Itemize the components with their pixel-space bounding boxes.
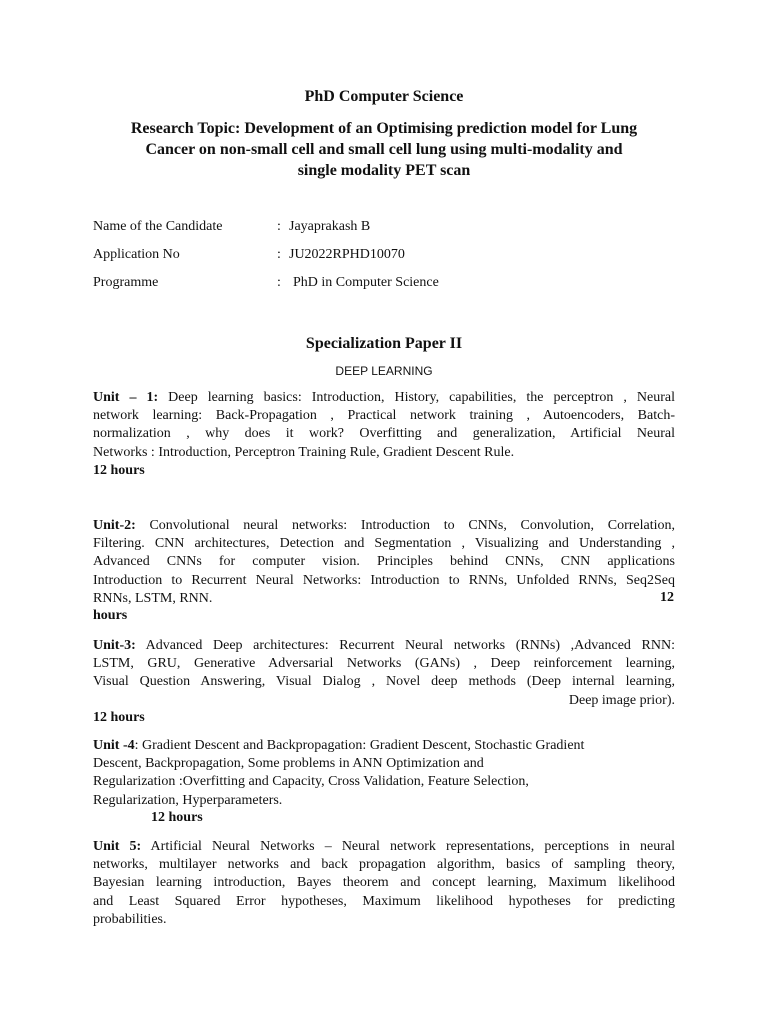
unit-text-line: Visual Question Answering, Visual Dialog , Novel deep methods (Deep internal learning,	[93, 674, 675, 690]
unit-heading: Unit-2:	[93, 518, 136, 533]
page-title: PhD Computer Science	[304, 88, 464, 105]
application-no-value: JU2022RPHD10070	[289, 247, 405, 262]
candidate-name-row	[93, 219, 370, 235]
unit-text-line: Descent, Backpropagation, Some problems in ANN Optimization and	[93, 756, 484, 772]
unit-text-line: Filtering. CNN architectures, Detection and Segmentation , Visualizing and Understanding ,	[93, 536, 675, 552]
field-colon: :	[277, 247, 281, 262]
unit-4-paragraph	[93, 737, 675, 810]
unit-text-line: Convolutional neural networks: Introduction to CNNs, Convolution, Correlation,	[135, 518, 675, 533]
unit-text-line: Deep image prior).	[568, 692, 675, 708]
field-colon: :	[277, 219, 281, 234]
unit-text-line: network learning: Back-Propagation , Practical network training , Autoencoders, Batch-	[93, 408, 675, 424]
unit-text-line: Introduction to Recurrent Neural Networks: Introduction to RNNs, Unfolded RNNs, Seq2Seq	[93, 572, 675, 588]
unit-2-paragraph	[93, 517, 675, 608]
programme-value: PhD in Computer Science	[293, 275, 439, 290]
unit-text-line: Regularization :Overfitting and Capacity, Cross Validation, Feature Selection,	[93, 774, 529, 790]
unit-text-line: RNNs, LSTM, RNN.	[93, 590, 213, 606]
unit-1-paragraph	[93, 389, 675, 462]
application-no-row	[93, 247, 405, 263]
programme-label: Programme	[93, 275, 159, 290]
unit-3-paragraph	[93, 637, 675, 710]
programme-row	[93, 275, 439, 291]
candidate-name-label: Name of the Candidate	[93, 219, 223, 234]
unit-heading: Unit -4	[93, 738, 135, 753]
candidate-name-value: Jayaprakash B	[289, 219, 371, 234]
unit-text-line: Advanced CNNs for computer vision. Principles behind CNNs, CNN applications	[93, 554, 675, 570]
unit-text-line: Artificial Neural Networks – Neural network representations, perceptions in neural	[141, 839, 675, 854]
unit-hours-word: hours	[93, 608, 128, 623]
unit-text-line: Deep learning basics: Introduction, History, capabilities, the perceptron , Neural	[158, 390, 675, 405]
research-topic-line: Cancer on non-small cell and small cell lung using multi-modality and	[145, 141, 623, 158]
unit-hours: 12 hours	[93, 710, 145, 725]
unit-text-line: : Gradient Descent and Backpropagation: Gradient Descent, Stochastic Gradient	[134, 738, 585, 753]
unit-hours: 12 hours	[151, 810, 203, 825]
unit-hours: 12 hours	[93, 463, 145, 478]
unit-text-line: Advanced Deep architectures: Recurrent Neural networks (RNNs) ,Advanced RNN:	[135, 638, 675, 653]
unit-text-line: and Least Squared Error hypotheses, Maximum likelihood hypotheses for predicting	[93, 893, 675, 909]
research-topic	[60, 118, 708, 181]
application-no-label: Application No	[93, 247, 180, 262]
unit-text-line: Regularization, Hyperparameters.	[93, 792, 283, 808]
unit-5-paragraph	[93, 838, 675, 929]
unit-heading: Unit-3:	[93, 638, 136, 653]
research-topic-line: Research Topic: Development of an Optimising prediction model for Lung	[130, 120, 638, 137]
paper-subject: DEEP LEARNING	[335, 364, 433, 378]
unit-heading: Unit 5:	[93, 839, 142, 854]
unit-text-line: Networks : Introduction, Perceptron Training Rule, Gradient Descent Rule.	[93, 444, 515, 460]
unit-text-line: normalization , why does it work? Overfitting and generalization, Artificial Neural	[93, 426, 675, 442]
unit-hours-number: 12	[660, 590, 674, 605]
unit-text-line: networks, multilayer networks and back propagation algorithm, basics of sampling theory,	[93, 857, 675, 873]
unit-text-line: probabilities.	[93, 911, 167, 927]
research-topic-line: single modality PET scan	[297, 162, 471, 179]
unit-text-line: LSTM, GRU, Generative Adversarial Networks (GANs) , Deep reinforcement learning,	[93, 656, 675, 672]
field-colon: :	[277, 275, 281, 290]
unit-text-line: Bayesian learning introduction, Bayes theorem and concept learning, Maximum likelihood	[93, 875, 675, 891]
paper-title: Specialization Paper II	[305, 335, 463, 352]
unit-heading: Unit – 1:	[93, 390, 159, 405]
